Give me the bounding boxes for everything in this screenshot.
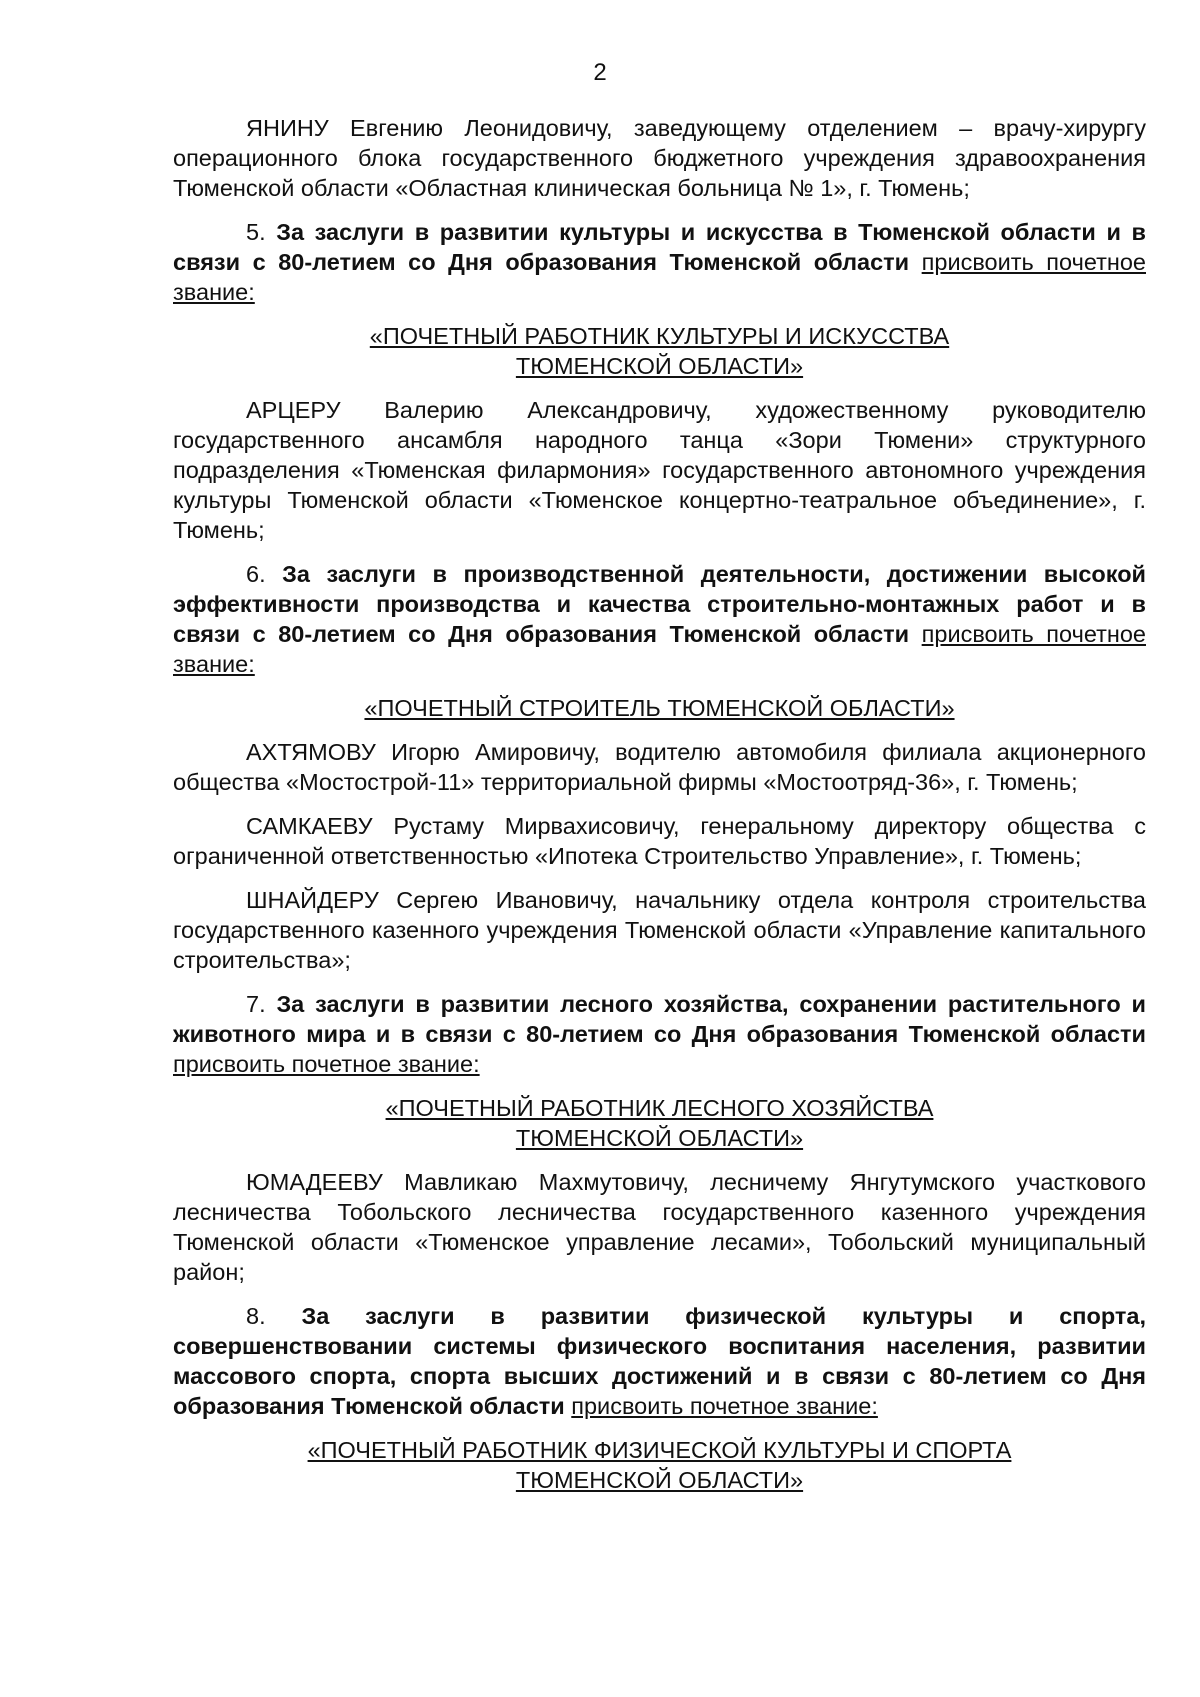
award-recipient-samkaev: САМКАЕВУ Рустаму Мирвахисовичу, генеральному директору общества с ограниченной ответственностью «Ипотека Строительство Управление», г. Тюмень; <box>173 813 1146 869</box>
section-5-title <box>173 321 1146 381</box>
document-body <box>173 113 1146 1509</box>
section-8-heading <box>173 1301 1146 1421</box>
section-8-assign: присвоить почетное звание: <box>571 1393 878 1419</box>
section-8-number: 8. <box>246 1303 266 1329</box>
section-7-number: 7. <box>246 991 266 1017</box>
section-5-assign: присвоить почетное звание: <box>173 249 1146 305</box>
award-recipient-yanin: ЯНИНУ Евгению Леонидовичу, заведующему отделением – врачу-хирургу операционного блока государственного бюджетного учреждения здравоохранения Тюменской области «Областная клиническая больница № 1», г. Тюмень; <box>173 115 1146 201</box>
section-6-heading <box>173 559 1146 679</box>
section-7-assign: присвоить почетное звание: <box>173 1051 480 1077</box>
award-recipient-akhtyamov: АХТЯМОВУ Игорю Амировичу, водителю автомобиля филиала акционерного общества «Мостострой-11» территориальной фирмы «Мостоотряд-36», г. Тюмень; <box>173 739 1146 795</box>
section-5-number: 5. <box>246 219 266 245</box>
award-recipient-artser: АРЦЕРУ Валерию Александровичу, художественному руководителю государственного ансамбля народного танца «Зори Тюмени» структурного подразделения «Тюменская филармония» государственного автономного учреждения культуры Тюменской области «Тюменское концертно-театральное объединение», г. Тюмень; <box>173 397 1146 543</box>
section-8-title-line-2: ТЮМЕНСКОЙ ОБЛАСТИ» <box>515 1467 804 1493</box>
section-6-number: 6. <box>246 561 266 587</box>
section-7-heading <box>173 989 1146 1079</box>
section-7-title-line-1: «ПОЧЕТНЫЙ РАБОТНИК ЛЕСНОГО ХОЗЯЙСТВА <box>385 1095 934 1121</box>
section-5-reason: За заслуги в развитии культуры и искусства в Тюменской области и в связи с 80-летием со Дня образования Тюменской области <box>173 219 1146 275</box>
section-8-title-line-1: «ПОЧЕТНЫЙ РАБОТНИК ФИЗИЧЕСКОЙ КУЛЬТУРЫ И СПОРТА <box>307 1437 1012 1463</box>
section-8-reason: За заслуги в развитии физической культуры и спорта, совершенствовании системы физического воспитания населения, развитии массового спорта, спорта высших достижений и в связи с 80-летием со Дня образования Тюменской области <box>173 1303 1146 1419</box>
section-6-title <box>173 693 1146 723</box>
section-7-title-line-2: ТЮМЕНСКОЙ ОБЛАСТИ» <box>515 1125 804 1151</box>
section-7-title <box>173 1093 1146 1153</box>
award-recipient-yumadeev: ЮМАДЕЕВУ Мавликаю Махмутовичу, лесничему Янгутумского участкового лесничества Тобольского лесничества государственного казенного учреждения Тюменской области «Тюменское управление лесами», Тобольский муниципальный район; <box>173 1169 1146 1285</box>
award-recipient-shnaider: ШНАЙДЕРУ Сергею Ивановичу, начальнику отдела контроля строительства государственного казенного учреждения Тюменской области «Управление капитального строительства»; <box>173 887 1146 973</box>
section-8-title <box>173 1435 1146 1495</box>
section-6-assign: присвоить почетное звание: <box>173 621 1146 677</box>
section-6-title-line-1: «ПОЧЕТНЫЙ СТРОИТЕЛЬ ТЮМЕНСКОЙ ОБЛАСТИ» <box>364 695 955 721</box>
section-5-heading <box>173 217 1146 307</box>
section-5-title-line-2: ТЮМЕНСКОЙ ОБЛАСТИ» <box>515 353 804 379</box>
section-7-reason: За заслуги в развитии лесного хозяйства, сохранении растительного и животного мира и в связи с 80-летием со Дня образования Тюменской области <box>173 991 1146 1047</box>
section-5-title-line-1: «ПОЧЕТНЫЙ РАБОТНИК КУЛЬТУРЫ И ИСКУССТВА <box>369 323 950 349</box>
section-6-reason: За заслуги в производственной деятельности, достижении высокой эффективности производства и качества строительно-монтажных работ и в связи с 80-летием со Дня образования Тюменской области <box>173 561 1146 647</box>
page-number: 2 <box>593 59 607 86</box>
